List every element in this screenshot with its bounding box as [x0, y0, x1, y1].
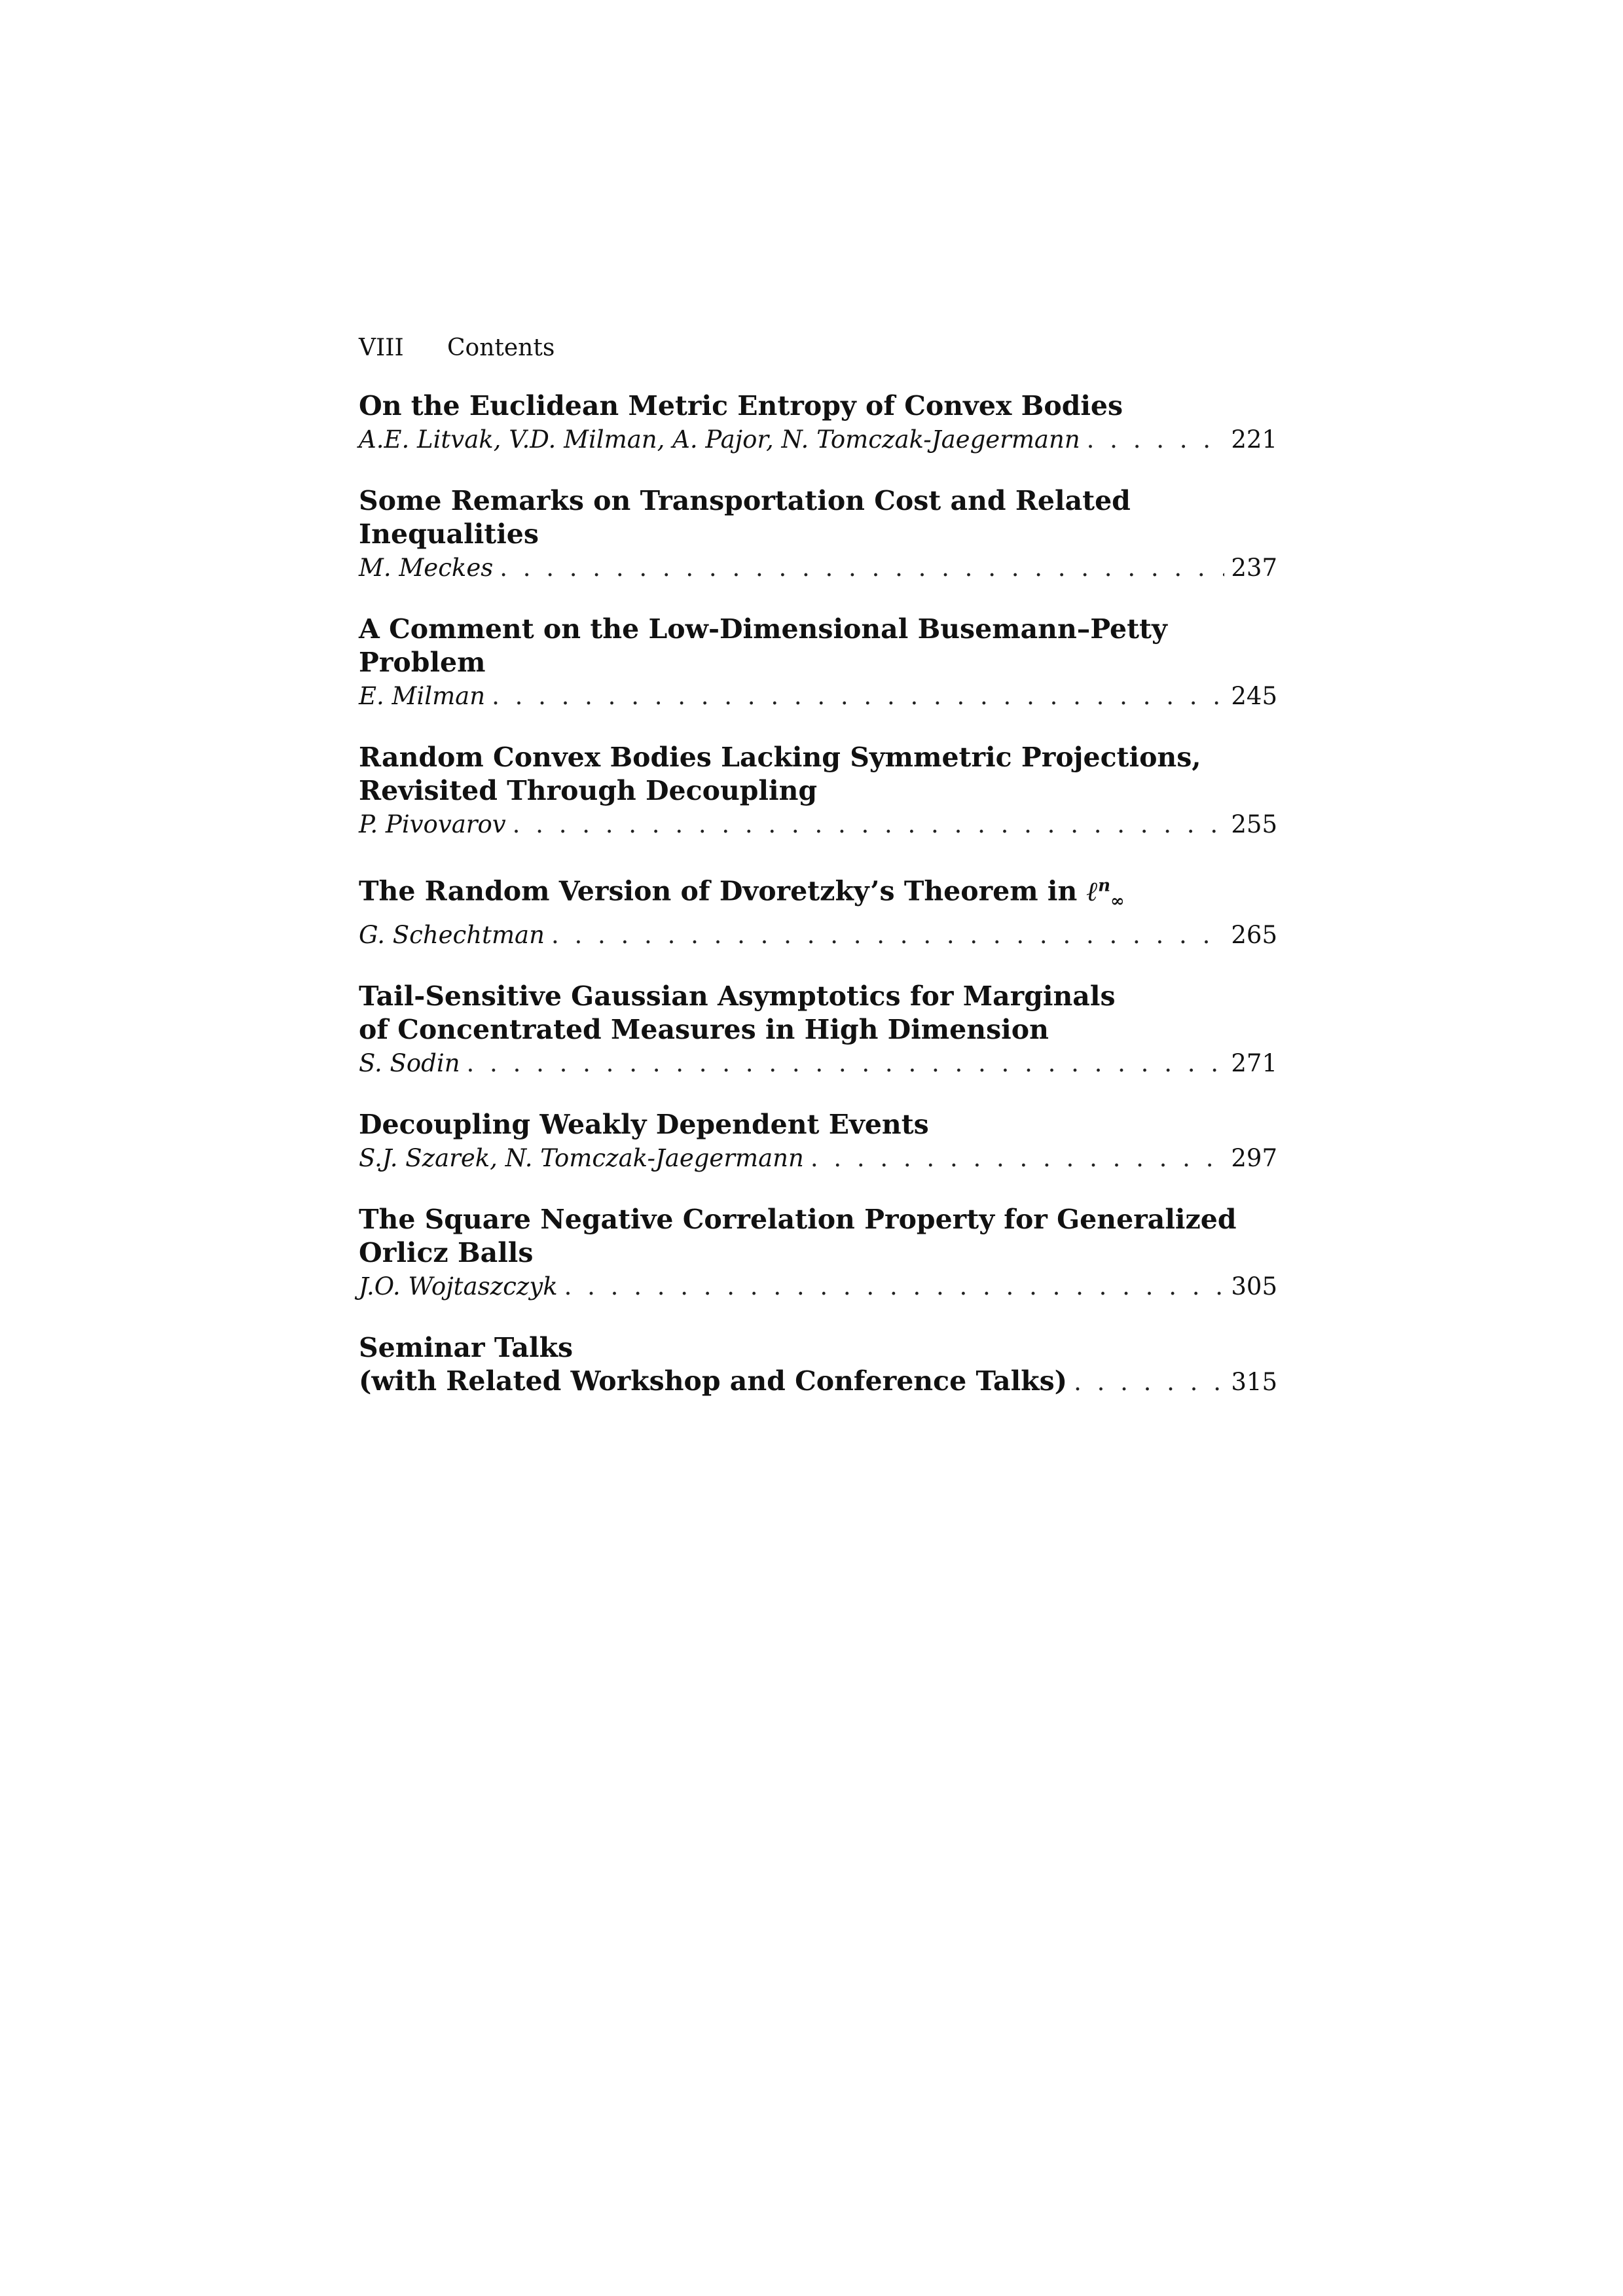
entry-final-line [359, 1365, 1277, 1399]
entry-page-number: 315 [1231, 1367, 1277, 1396]
entry-page-number: 305 [1231, 1272, 1277, 1300]
entry-authors: E. Milman [359, 682, 486, 710]
entry-author-line [359, 679, 1277, 713]
toc-entry [359, 980, 1277, 1080]
entry-author-line [359, 1270, 1277, 1303]
entry-author-line [359, 808, 1277, 841]
entry-title: Decoupling Weakly Dependent Events [359, 1108, 929, 1140]
dot-leader [500, 551, 1224, 584]
dot-leader [564, 1270, 1225, 1303]
toc-entry [359, 869, 1277, 952]
toc-entry [359, 389, 1277, 456]
running-header [359, 334, 555, 363]
toc-entry [359, 1331, 1277, 1399]
entry-title: On the Euclidean Metric Entropy of Convex Bodies [359, 390, 1123, 422]
entry-title: Some Remarks on Transportation Cost and Related [359, 485, 1131, 516]
dot-leader [492, 679, 1224, 713]
entry-author-line [359, 551, 1277, 584]
entry-page-number: 255 [1231, 810, 1277, 838]
dot-leader [513, 808, 1225, 841]
entry-title: Tail-Sensitive Gaussian Asymptotics for Marginals [359, 980, 1116, 1012]
entry-authors: S. Sodin [359, 1049, 460, 1077]
entry-title [359, 869, 1277, 918]
entry-page-number: 297 [1231, 1143, 1277, 1172]
entry-author-line [359, 1141, 1277, 1175]
dot-leader [1074, 1365, 1224, 1399]
toc-entry [359, 484, 1277, 584]
dot-leader [551, 918, 1224, 952]
entry-authors: A.E. Litvak, V.D. Milman, A. Pajor, N. Tomczak-Jaegermann [359, 425, 1080, 454]
entry-author-line [359, 423, 1277, 456]
dot-leader [1087, 423, 1225, 456]
header-page-number: VIII [359, 334, 404, 361]
entry-title-continued: Revisited Through Decoupling [359, 775, 818, 806]
entry-authors: J.O. Wojtaszczyk [359, 1272, 558, 1300]
toc-entry [359, 1203, 1277, 1303]
entry-title-continued: Inequalities [359, 518, 539, 550]
dot-leader [811, 1141, 1225, 1175]
entry-author-line [359, 918, 1277, 952]
entry-page-number: 237 [1231, 554, 1277, 582]
toc-entry [359, 1108, 1277, 1175]
entry-authors: P. Pivovarov [359, 810, 506, 838]
dot-leader [467, 1047, 1225, 1080]
entry-title-continued: (with Related Workshop and Conference Talks) [359, 1365, 1068, 1397]
entry-authors: M. Meckes [359, 554, 494, 582]
entry-title-continued: Problem [359, 647, 486, 678]
entry-title-continued: Orlicz Balls [359, 1236, 534, 1268]
entry-title-continued: of Concentrated Measures in High Dimension [359, 1013, 1049, 1045]
math-symbol-l-infinity-n: ℓ$^n_\infty$ [1086, 875, 1125, 911]
entry-authors: G. Schechtman [359, 920, 545, 949]
toc-entry [359, 613, 1277, 713]
entry-page-number: 221 [1231, 425, 1277, 454]
table-of-contents [359, 389, 1277, 1427]
entry-page-number: 265 [1231, 920, 1277, 949]
entry-title: The Square Negative Correlation Property for Generalized [359, 1203, 1237, 1235]
entry-title: A Comment on the Low-Dimensional Busemann–Petty [359, 613, 1167, 645]
entry-title-text: The Random Version of Dvoretzky’s Theorem in [359, 875, 1087, 907]
header-title: Contents [447, 334, 555, 361]
entry-author-line [359, 1047, 1277, 1080]
entry-title: Seminar Talks [359, 1331, 574, 1363]
entry-title: Random Convex Bodies Lacking Symmetric Projections, [359, 742, 1201, 773]
toc-entry [359, 741, 1277, 841]
entry-page-number: 245 [1231, 682, 1277, 710]
entry-page-number: 271 [1231, 1049, 1277, 1077]
entry-authors: S.J. Szarek, N. Tomczak-Jaegermann [359, 1143, 804, 1172]
